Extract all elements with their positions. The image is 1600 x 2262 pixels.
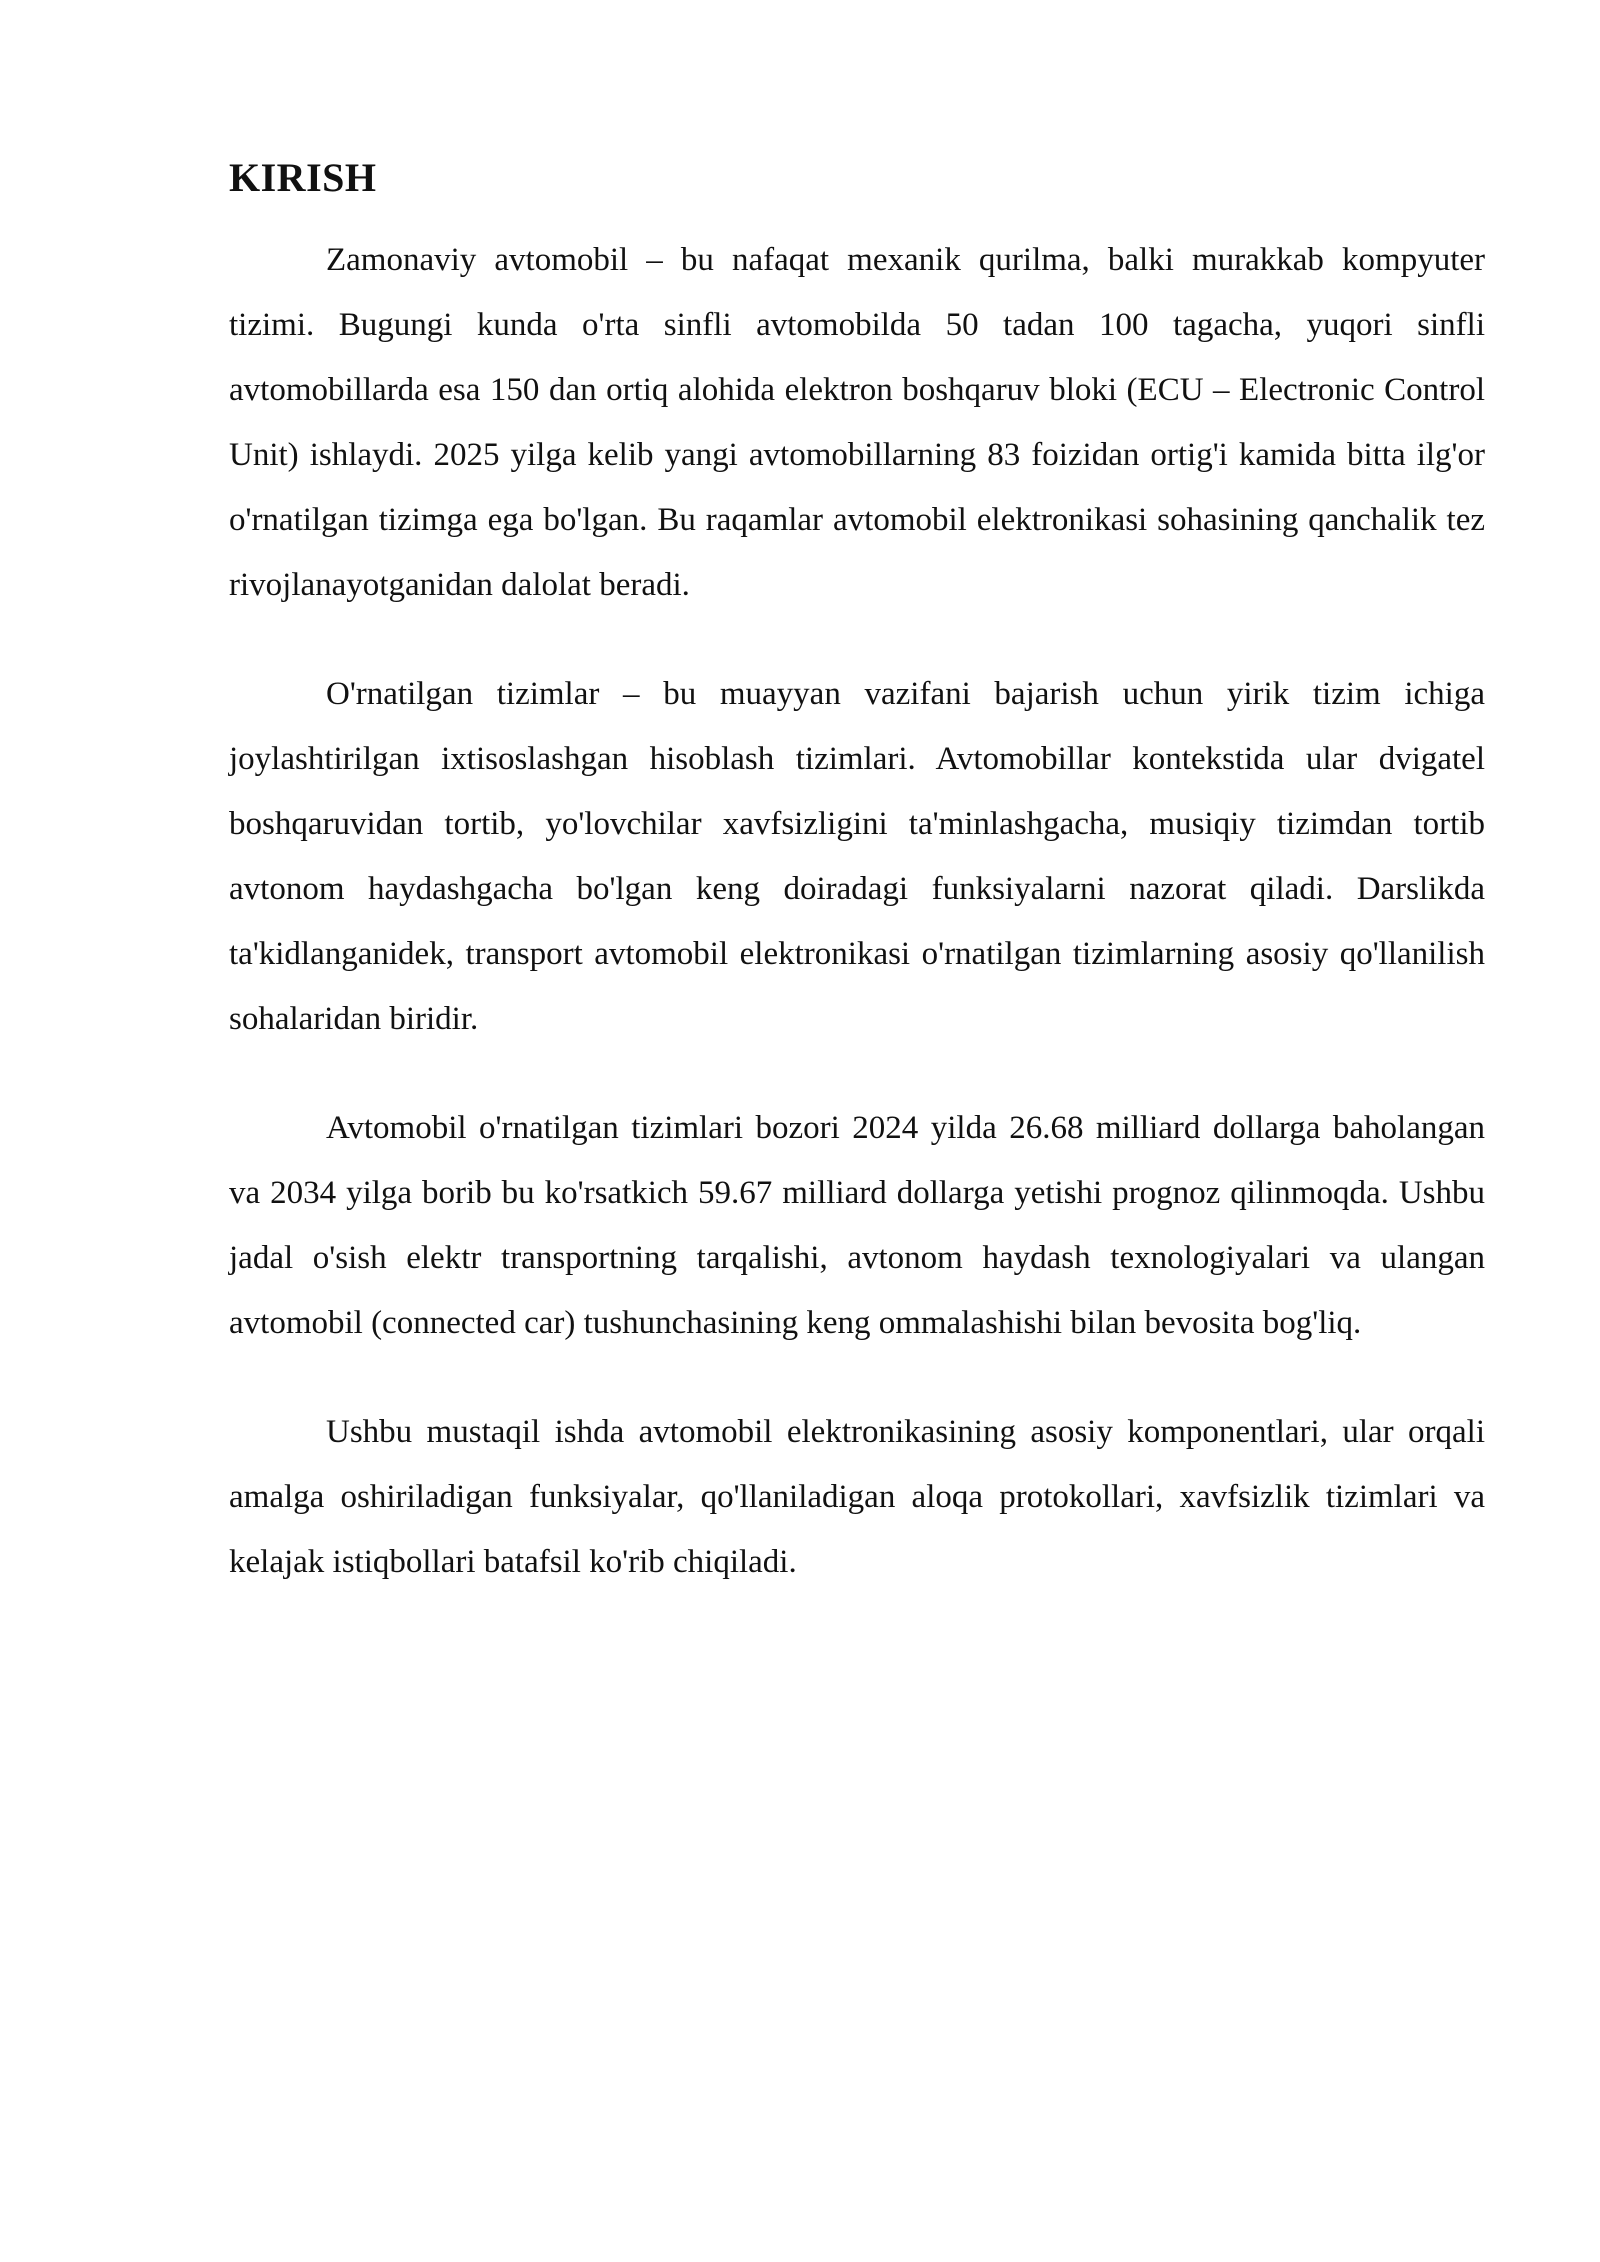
paragraph-3: Avtomobil o'rnatilgan tizimlari bozori 2024 yilda 26.68 milliard dollarga baholangan va 2034 yilga borib bu ko'rsatkich 59.67 milliard dollarga yetishi prognoz qilinmoqda. Ushbu jadal o'sish elektr transportning tarqalishi, avtonom haydash texnologiyalari va ulangan avtomobil (connected car) tushunchasining keng ommalashishi bilan bevosita bog'liq. [229, 1110, 1485, 1341]
document-page [229, 150, 1485, 1639]
paragraph-4: Ushbu mustaqil ishda avtomobil elektronikasining asosiy komponentlari, ular orqali amalga oshiriladigan funksiyalar, qo'llaniladigan aloqa protokollari, xavfsizlik tizimlari va kelajak istiqbollari batafsil ko'rib chiqiladi. [229, 1414, 1485, 1580]
paragraph-1: Zamonaviy avtomobil – bu nafaqat mexanik qurilma, balki murakkab kompyuter tizimi. Bugungi kunda o'rta sinfli avtomobilda 50 tadan 100 tagacha, yuqori sinfli avtomobillarda esa 150 dan ortiq alohida elektron boshqaruv bloki (ECU – Electronic Control Unit) ishlaydi. 2025 yilga kelib yangi avtomobillarning 83 foizidan ortig'i kamida bitta ilg'or o'rnatilgan tizimga ega bo'lgan. Bu raqamlar avtomobil elektronikasi sohasining qanchalik tez rivojlanayotganidan dalolat beradi. [229, 242, 1485, 603]
section-heading: KIRISH [229, 155, 377, 200]
paragraph-2: O'rnatilgan tizimlar – bu muayyan vazifani bajarish uchun yirik tizim ichiga joylashtirilgan ixtisoslashgan hisoblash tizimlari. Avtomobillar kontekstida ular dvigatel boshqaruvidan tortib, yo'lovchilar xavfsizligini ta'minlashgacha, musiqiy tizimdan tortib avtonom haydashgacha bo'lgan keng doiradagi funksiyalarni nazorat qiladi. Darslikda ta'kidlanganidek, transport avtomobil elektronikasi o'rnatilgan tizimlarning asosiy qo'llanilish sohalaridan biridir. [229, 676, 1485, 1037]
